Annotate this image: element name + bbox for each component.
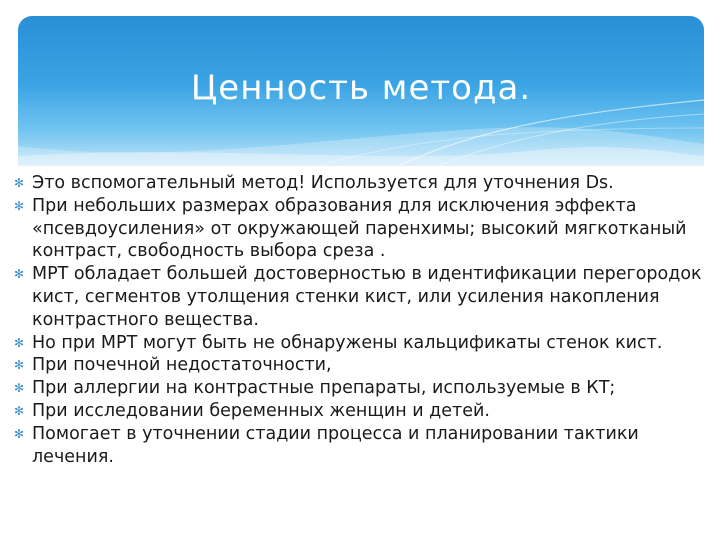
snowflake-bullet-icon: ✻: [13, 267, 25, 282]
snowflake-bullet-icon: ✻: [13, 403, 25, 418]
list-item: [12, 423, 702, 469]
list-item-text: При небольших размерах образования для исключения эффекта «псевдоусиления» от окружающей паренхимы; высокий мягкотканый контраст, свободность выбора среза .: [32, 195, 687, 262]
list-item: [12, 263, 702, 331]
snowflake-bullet-icon: ✻: [13, 335, 25, 350]
snowflake-bullet-icon: ✻: [13, 381, 25, 396]
list-item: [12, 377, 702, 400]
list-item: [12, 172, 702, 195]
list-item-text: Помогает в уточнении стадии процесса и планировании тактики лечения.: [32, 423, 639, 467]
snowflake-bullet-icon: ✻: [13, 358, 25, 373]
list-item-text: Это вспомогательный метод! Используется для уточнения Ds.: [32, 173, 614, 193]
page-title: Ценность метода.: [190, 68, 532, 108]
snowflake-bullet-icon: ✻: [13, 176, 25, 190]
snowflake-bullet-icon: ✻: [13, 426, 25, 441]
snowflake-bullet-icon: ✻: [13, 198, 25, 213]
list-item-text: При исследовании беременных женщин и детей.: [32, 400, 490, 421]
list-item-text: Но при МРТ могут быть не обнаружены кальцификаты стенок кист.: [32, 332, 663, 353]
title-banner: [18, 16, 704, 166]
list-item: [12, 332, 702, 355]
list-item-text: При аллергии на контрастные препараты, используемые в КТ;: [32, 378, 616, 399]
list-item: [12, 354, 702, 377]
bullet-list: [12, 172, 702, 468]
list-item: [12, 195, 702, 263]
list-item-text: МРТ обладает большей достоверностью в идентификации перегородок кист, сегментов утолщения стенки кист, или усиления накопления контрастного вещества.: [32, 264, 702, 330]
list-item-text: При почечной недостаточности,: [32, 355, 332, 376]
list-item: [12, 400, 702, 423]
